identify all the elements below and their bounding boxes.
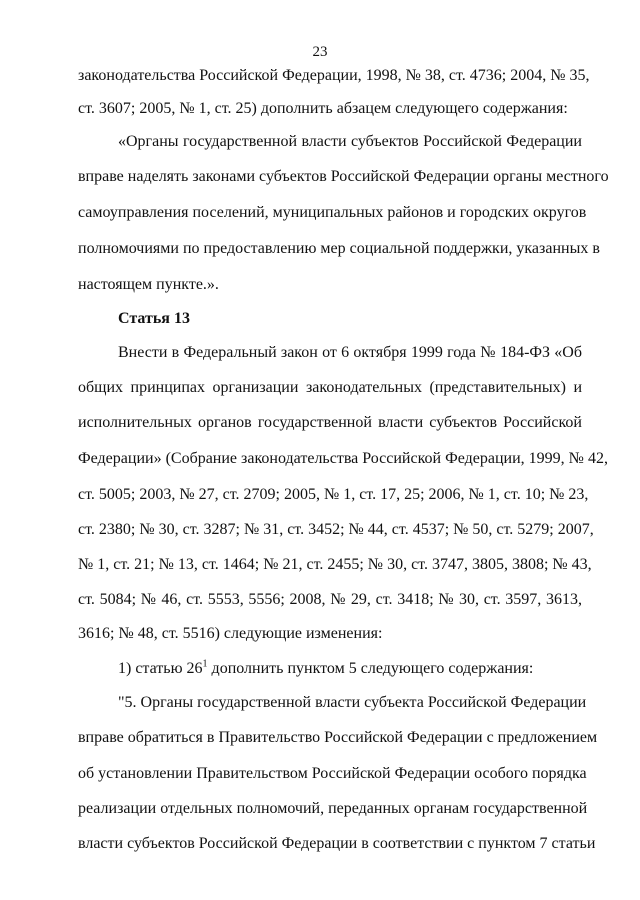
text-line: настоящем пункте.». [78,276,219,293]
text-line: Внести в Федеральный закон от 6 октября 1999 года № 184-ФЗ «Об [118,344,582,361]
text-line: общих принципах организации законодательных (представительных) и [78,379,582,396]
text-line: законодательства Российской Федерации, 1998, № 38, ст. 4736; 2004, № 35, [78,67,590,84]
article-heading: Статья 13 [118,310,190,327]
page-number: 23 [312,44,328,60]
text-line: «Органы государственной власти субъектов Российской Федерации [118,133,582,150]
list-item-text-end: дополнить пунктом 5 следующего содержания: [207,660,534,677]
list-item [118,659,582,679]
text-line: самоуправления поселений, муниципальных районов и городских округов [78,204,587,221]
text-line: ст. 3607; 2005, № 1, ст. 25) дополнить абзацем следующего содержания: [78,100,568,117]
text-line: власти субъектов Российской Федерации в соответствии с пунктом 7 статьи [78,835,596,852]
text-line: об установлении Правительством Российской Федерации особого порядка [78,765,587,782]
text-line: полномочиями по предоставлению мер социальной поддержки, указанных в [78,240,600,257]
list-item-text-start: 1) статью 26 [118,660,203,677]
text-line: 3616; № 48, ст. 5516) следующие изменения: [78,625,383,642]
text-line: вправе обратиться в Правительство Российской Федерации с предложением [78,729,598,746]
text-line: № 1, ст. 21; № 13, ст. 1464; № 21, ст. 2455; № 30, ст. 3747, 3805, 3808; № 43, [78,556,592,573]
text-line: "5. Органы государственной власти субъекта Российской Федерации [118,694,587,711]
text-line: ст. 5005; 2003, № 27, ст. 2709; 2005, № 1, ст. 17, 25; 2006, № 1, ст. 10; № 23, [78,486,589,503]
text-line: Федерации» (Собрание законодательства Российской Федерации, 1999, № 42, [78,450,608,467]
text-line: исполнительных органов государственной власти субъектов Российской [78,414,582,431]
text-line: ст. 2380; № 30, ст. 3287; № 31, ст. 3452; № 44, ст. 4537; № 50, ст. 5279; 2007, [78,521,594,538]
superscript: 1 [202,658,208,670]
text-line: ст. 5084; № 46, ст. 5553, 5556; 2008, № 29, ст. 3418; № 30, ст. 3597, 3613, [78,591,582,608]
text-line: реализации отдельных полномочий, переданных органам государственной [78,800,588,817]
text-line: вправе наделять законами субъектов Российской Федерации органы местного [78,168,609,185]
